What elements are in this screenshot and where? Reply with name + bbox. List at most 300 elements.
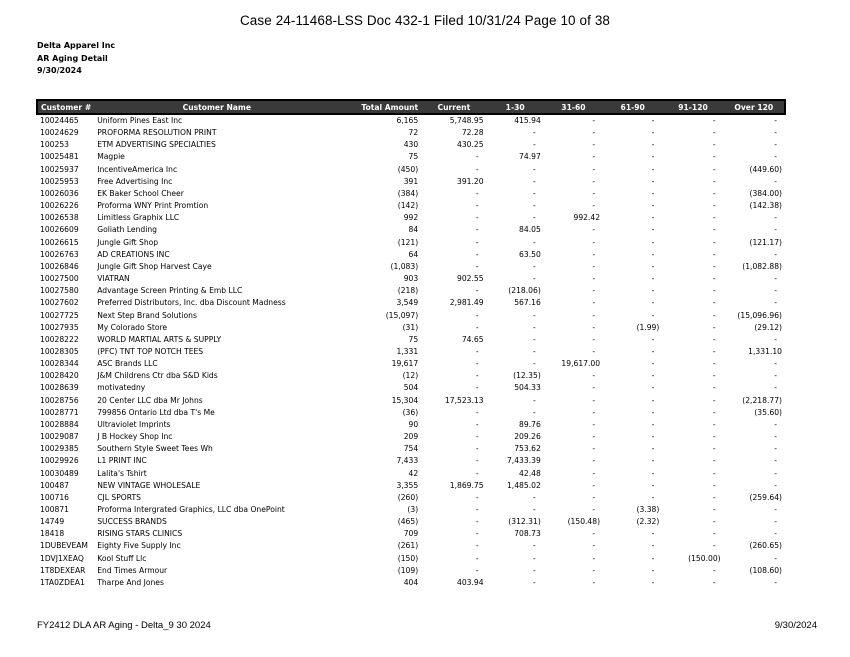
cell-61-90: - bbox=[651, 359, 655, 369]
cell-customer-number: 10024629 bbox=[40, 128, 79, 138]
cell-1-30: - bbox=[533, 176, 536, 186]
table-row bbox=[37, 346, 785, 358]
cell-current: - bbox=[475, 310, 479, 320]
cell-31-60: - bbox=[592, 371, 596, 381]
cell-91-120: - bbox=[712, 274, 716, 284]
cell-customer-number: 10027602 bbox=[40, 298, 79, 308]
cell-61-90: - bbox=[651, 249, 655, 259]
cell-91-120: - bbox=[712, 140, 716, 150]
cell-customer-number: 10029385 bbox=[40, 444, 79, 454]
cell-over-120: (449.60) bbox=[749, 164, 782, 174]
table-row bbox=[37, 370, 785, 382]
col-header-total-amount: Total Amount bbox=[339, 100, 421, 114]
cell-1-30: - bbox=[533, 213, 536, 223]
cell-total-amount: 84 bbox=[408, 225, 419, 235]
cell-total-amount: 754 bbox=[403, 444, 419, 454]
cell-61-90: - bbox=[651, 237, 655, 247]
cell-customer-number: 10028639 bbox=[40, 383, 79, 393]
cell-31-60: - bbox=[592, 140, 596, 150]
cell-customer-number: 1DUBEVEAM bbox=[40, 541, 88, 551]
cell-over-120: - bbox=[774, 225, 777, 235]
cell-61-90: - bbox=[651, 346, 655, 356]
cell-1-30: (218.06) bbox=[508, 286, 541, 296]
table-row bbox=[37, 419, 785, 431]
cell-1-30: 1,485.02 bbox=[506, 480, 541, 490]
cell-customer-number: 10029087 bbox=[40, 432, 79, 442]
cell-customer-name: Jungle Gift Shop bbox=[97, 237, 159, 247]
cell-customer-name: My Colorado Store bbox=[97, 322, 168, 332]
cell-1-30: - bbox=[533, 310, 536, 320]
cell-31-60: - bbox=[592, 176, 596, 186]
cell-customer-number: 10026846 bbox=[40, 261, 79, 271]
table-row bbox=[37, 431, 785, 443]
cell-1-30: 7,433.39 bbox=[506, 456, 541, 466]
table-row bbox=[37, 224, 785, 236]
cell-over-120: - bbox=[774, 359, 777, 369]
cell-1-30: - bbox=[533, 274, 536, 284]
table-row bbox=[37, 443, 785, 455]
cell-over-120: - bbox=[774, 432, 777, 442]
cell-current: - bbox=[475, 359, 479, 369]
cell-91-120: - bbox=[712, 456, 716, 466]
table-row bbox=[37, 492, 785, 504]
table-row bbox=[37, 565, 785, 577]
cell-total-amount: 992 bbox=[403, 213, 419, 223]
cell-31-60: (150.48) bbox=[567, 517, 601, 527]
cell-91-120: - bbox=[712, 334, 716, 344]
cell-customer-name: Southern Style Sweet Tees Wh bbox=[97, 444, 213, 454]
cell-1-30: - bbox=[533, 395, 536, 405]
cell-1-30: 74.97 bbox=[519, 152, 541, 162]
cell-1-30: 504.33 bbox=[514, 383, 541, 393]
cell-91-120: - bbox=[712, 371, 716, 381]
table-row bbox=[37, 188, 785, 200]
cell-91-120: - bbox=[712, 261, 716, 271]
cell-total-amount: (261) bbox=[397, 541, 419, 551]
cell-customer-name: Lalita's Tshirt bbox=[97, 468, 147, 478]
cell-total-amount: 430 bbox=[403, 140, 419, 150]
cell-customer-name: Uniform Pines East Inc bbox=[97, 116, 183, 125]
table-row bbox=[37, 139, 785, 151]
cell-91-120: - bbox=[712, 480, 716, 490]
cell-31-60: - bbox=[592, 577, 596, 587]
cell-customer-name: motivatedny bbox=[97, 383, 146, 393]
cell-customer-name: WORLD MARTIAL ARTS & SUPPLY bbox=[97, 334, 222, 344]
cell-customer-number: 10026615 bbox=[40, 237, 79, 247]
cell-customer-name: J&M Childrens Ctr dba S&D Kids bbox=[97, 371, 218, 381]
cell-61-90: - bbox=[651, 274, 655, 284]
table-row bbox=[37, 212, 785, 224]
cell-61-90: - bbox=[651, 310, 655, 320]
company-name: Delta Apparel Inc bbox=[37, 41, 116, 50]
ar-aging-table bbox=[36, 99, 786, 589]
cell-61-90: - bbox=[651, 383, 655, 393]
cell-1-30: - bbox=[533, 322, 536, 332]
cell-customer-number: 10025953 bbox=[40, 176, 79, 186]
cell-over-120: - bbox=[774, 456, 777, 466]
cell-61-90: - bbox=[651, 116, 655, 125]
cell-91-120: - bbox=[712, 444, 716, 454]
cell-31-60: - bbox=[592, 419, 596, 429]
footer-filename: FY2412 DLA AR Aging - Delta_9 30 2024 bbox=[37, 620, 211, 631]
cell-91-120: - bbox=[712, 395, 716, 405]
cell-customer-name: J B Hockey Shop Inc bbox=[97, 432, 173, 442]
cell-current: - bbox=[475, 249, 479, 259]
table-row bbox=[37, 164, 785, 176]
cell-1-30: 42.48 bbox=[519, 468, 541, 478]
cell-1-30: - bbox=[533, 164, 536, 174]
cell-31-60: - bbox=[592, 249, 596, 259]
cell-91-120: - bbox=[712, 225, 716, 235]
cell-over-120: - bbox=[774, 553, 777, 563]
cell-1-30: - bbox=[533, 188, 536, 198]
col-header-over-120: Over 120 bbox=[724, 100, 785, 114]
cell-91-120: - bbox=[712, 201, 716, 211]
cell-61-90: - bbox=[651, 188, 655, 198]
cell-61-90: - bbox=[651, 553, 655, 563]
table-row bbox=[37, 237, 785, 249]
table-row bbox=[37, 297, 785, 309]
cell-31-60: - bbox=[592, 116, 596, 125]
cell-91-120: - bbox=[712, 577, 716, 587]
cell-customer-number: 100487 bbox=[40, 480, 69, 490]
cell-91-120: - bbox=[712, 322, 716, 332]
cell-over-120: (260.65) bbox=[749, 541, 782, 551]
cell-61-90: - bbox=[651, 419, 655, 429]
cell-total-amount: 3,549 bbox=[396, 298, 419, 308]
cell-current: - bbox=[475, 383, 479, 393]
cell-current: - bbox=[475, 213, 479, 223]
cell-31-60: - bbox=[592, 395, 596, 405]
cell-1-30: - bbox=[533, 261, 536, 271]
table-row bbox=[37, 176, 785, 188]
cell-over-120: - bbox=[774, 298, 777, 308]
cell-over-120: - bbox=[774, 468, 777, 478]
cell-total-amount: 75 bbox=[408, 334, 419, 344]
cell-current: - bbox=[475, 201, 479, 211]
cell-91-120: - bbox=[712, 541, 716, 551]
cell-61-90: - bbox=[651, 225, 655, 235]
cell-current: - bbox=[475, 444, 479, 454]
cell-current: 17,523.13 bbox=[444, 395, 484, 405]
cell-total-amount: 391 bbox=[403, 176, 419, 186]
cell-customer-number: 10028420 bbox=[40, 371, 79, 381]
cell-31-60: - bbox=[592, 237, 596, 247]
cell-61-90: - bbox=[651, 492, 655, 502]
cell-total-amount: 6,165 bbox=[396, 116, 419, 125]
cell-1-30: - bbox=[533, 128, 536, 138]
cell-over-120: (15,096.96) bbox=[737, 310, 782, 320]
cell-over-120: - bbox=[774, 371, 777, 381]
cell-total-amount: 15,304 bbox=[391, 395, 419, 405]
cell-31-60: - bbox=[592, 444, 596, 454]
cell-91-120: - bbox=[712, 249, 716, 259]
table-row bbox=[37, 516, 785, 528]
cell-total-amount: (218) bbox=[397, 286, 419, 296]
cell-61-90: - bbox=[651, 444, 655, 454]
cell-total-amount: 7,433 bbox=[396, 456, 419, 466]
cell-total-amount: (12) bbox=[402, 371, 419, 381]
cell-61-90: (3.38) bbox=[636, 505, 660, 514]
cell-over-120: - bbox=[774, 444, 777, 454]
cell-over-120: - bbox=[774, 128, 777, 138]
cell-over-120: - bbox=[774, 286, 777, 296]
cell-61-90: - bbox=[651, 176, 655, 186]
cell-1-30: - bbox=[533, 346, 536, 356]
cell-1-30: 753.62 bbox=[514, 444, 541, 454]
cell-current: 1,869.75 bbox=[449, 480, 484, 490]
cell-91-120: - bbox=[712, 116, 716, 125]
cell-31-60: - bbox=[592, 225, 596, 235]
cell-91-120: - bbox=[712, 419, 716, 429]
cell-61-90: - bbox=[651, 395, 655, 405]
cell-current: - bbox=[475, 517, 479, 527]
cell-current: 5,748.95 bbox=[449, 116, 484, 125]
cell-customer-name: Next Step Brand Solutions bbox=[97, 310, 197, 320]
cell-61-90: - bbox=[651, 468, 655, 478]
cell-customer-number: 10028344 bbox=[40, 359, 79, 369]
cell-91-120: - bbox=[712, 176, 716, 186]
table-row bbox=[37, 468, 785, 480]
cell-total-amount: 404 bbox=[403, 577, 419, 587]
cell-31-60: - bbox=[592, 334, 596, 344]
cell-61-90: - bbox=[651, 529, 655, 539]
cell-customer-number: 10028756 bbox=[40, 395, 79, 405]
cell-31-60: - bbox=[592, 383, 596, 393]
cell-customer-name: EK Baker School Cheer bbox=[97, 188, 184, 198]
cell-91-120: - bbox=[712, 565, 716, 575]
cell-1-30: - bbox=[533, 201, 536, 211]
cell-61-90: - bbox=[651, 286, 655, 296]
col-header-current: Current bbox=[421, 100, 486, 114]
cell-current: 902.55 bbox=[457, 274, 484, 284]
cell-over-120: (259.64) bbox=[749, 492, 782, 502]
cell-over-120: - bbox=[774, 213, 777, 223]
cell-91-120: - bbox=[712, 383, 716, 393]
cell-61-90: - bbox=[651, 201, 655, 211]
cell-over-120: - bbox=[774, 517, 777, 527]
cell-customer-name: L1 PRINT INC bbox=[97, 456, 147, 466]
table-row bbox=[37, 322, 785, 334]
table-row bbox=[37, 540, 785, 552]
table-row bbox=[37, 334, 785, 346]
cell-customer-number: 10028771 bbox=[40, 407, 79, 417]
cell-current: - bbox=[475, 261, 479, 271]
cell-31-60: - bbox=[592, 565, 596, 575]
cell-customer-number: 100253 bbox=[40, 140, 69, 150]
cell-customer-number: 10028222 bbox=[40, 334, 79, 344]
cell-total-amount: (384) bbox=[397, 188, 419, 198]
cell-1-30: (12.35) bbox=[513, 371, 541, 381]
cell-customer-number: 10026609 bbox=[40, 225, 79, 235]
cell-customer-number: 1T8DEXEAR bbox=[40, 565, 86, 575]
cell-61-90: - bbox=[651, 334, 655, 344]
cell-customer-number: 10026538 bbox=[40, 213, 79, 223]
cell-91-120: - bbox=[712, 468, 716, 478]
cell-31-60: - bbox=[592, 529, 596, 539]
cell-customer-name: Preferred Distributors, Inc. dba Discount Madness bbox=[97, 298, 286, 308]
cell-customer-name: Ultraviolet Imprints bbox=[97, 419, 171, 429]
table-header-row bbox=[37, 100, 785, 114]
cell-customer-name: End Times Armour bbox=[97, 565, 168, 575]
cell-current: - bbox=[475, 565, 479, 575]
cell-customer-number: 10026036 bbox=[40, 188, 79, 198]
cell-31-60: - bbox=[592, 128, 596, 138]
cell-91-120: - bbox=[712, 517, 716, 527]
cell-over-120: - bbox=[774, 577, 777, 587]
table-row bbox=[37, 114, 785, 127]
cell-over-120: - bbox=[774, 249, 777, 259]
cell-current: - bbox=[475, 419, 479, 429]
cell-current: - bbox=[475, 164, 479, 174]
cell-customer-name: Free Advertising Inc bbox=[97, 176, 173, 186]
cell-31-60: - bbox=[592, 261, 596, 271]
cell-1-30: - bbox=[533, 553, 536, 563]
cell-customer-name: (PFC) TNT TOP NOTCH TEES bbox=[97, 346, 204, 356]
cell-current: - bbox=[475, 468, 479, 478]
cell-customer-name: AD CREATIONS INC bbox=[97, 249, 170, 259]
cell-customer-number: 10030489 bbox=[40, 468, 79, 478]
cell-customer-name: Tharpe And Jones bbox=[97, 577, 164, 587]
cell-total-amount: 19,617 bbox=[391, 359, 419, 369]
cell-current: - bbox=[475, 529, 479, 539]
table-row bbox=[37, 504, 785, 516]
cell-current: - bbox=[475, 286, 479, 296]
cell-31-60: - bbox=[592, 274, 596, 284]
cell-current: - bbox=[475, 371, 479, 381]
cell-current: - bbox=[475, 237, 479, 247]
cell-customer-number: 10028305 bbox=[40, 346, 79, 356]
cell-customer-name: Goliath Lending bbox=[97, 225, 157, 235]
cell-customer-number: 1TA0ZDEA1 bbox=[40, 577, 85, 587]
cell-61-90: - bbox=[651, 213, 655, 223]
cell-customer-name: ETM ADVERTISING SPECIALTIES bbox=[97, 140, 216, 150]
cell-customer-name: Proforma WNY Print Promtion bbox=[97, 201, 209, 211]
cell-91-120: - bbox=[712, 407, 716, 417]
cell-31-60: - bbox=[592, 456, 596, 466]
cell-61-90: - bbox=[651, 541, 655, 551]
cell-current: - bbox=[475, 505, 479, 514]
cell-91-120: - bbox=[712, 432, 716, 442]
cell-91-120: - bbox=[712, 213, 716, 223]
cell-31-60: - bbox=[592, 541, 596, 551]
cell-31-60: - bbox=[592, 152, 596, 162]
cell-customer-number: 10025481 bbox=[40, 152, 79, 162]
table-row bbox=[37, 358, 785, 370]
cell-customer-number: 14749 bbox=[40, 517, 65, 527]
cell-customer-number: 10027500 bbox=[40, 274, 79, 284]
cell-over-120: - bbox=[774, 529, 777, 539]
cell-current: - bbox=[475, 541, 479, 551]
cell-customer-name: Proforma Intergrated Graphics, LLC dba OnePoint bbox=[97, 505, 285, 514]
cell-customer-name: IncentiveAmerica Inc bbox=[97, 164, 178, 174]
cell-current: 403.94 bbox=[457, 577, 484, 587]
cell-customer-number: 10029926 bbox=[40, 456, 79, 466]
cell-1-30: (312.31) bbox=[508, 517, 541, 527]
cell-61-90: - bbox=[651, 261, 655, 271]
cell-1-30: 708.73 bbox=[514, 529, 541, 539]
cell-61-90: - bbox=[651, 480, 655, 490]
cell-61-90: - bbox=[651, 577, 655, 587]
cell-91-120: - bbox=[712, 164, 716, 174]
cell-61-90: - bbox=[651, 432, 655, 442]
cell-61-90: - bbox=[651, 371, 655, 381]
cell-customer-number: 10028884 bbox=[40, 419, 79, 429]
cell-total-amount: 90 bbox=[408, 419, 419, 429]
cell-current: 391.20 bbox=[457, 176, 484, 186]
cell-total-amount: (142) bbox=[397, 201, 419, 211]
cell-31-60: - bbox=[592, 432, 596, 442]
cell-total-amount: 42 bbox=[408, 468, 419, 478]
cell-current: - bbox=[475, 456, 479, 466]
cell-total-amount: (109) bbox=[397, 565, 419, 575]
cell-31-60: - bbox=[592, 164, 596, 174]
table-row bbox=[37, 455, 785, 467]
cell-customer-name: Jungle Gift Shop Harvest Caye bbox=[97, 261, 212, 271]
col-header-31-60: 31-60 bbox=[544, 100, 603, 114]
cell-91-120: - bbox=[712, 188, 716, 198]
cell-total-amount: 72 bbox=[408, 128, 419, 138]
cell-91-120: - bbox=[712, 298, 716, 308]
cell-customer-name: ASC Brands LLC bbox=[97, 359, 158, 369]
cell-over-120: (2,218.77) bbox=[742, 395, 782, 405]
cell-customer-name: 20 Center LLC dba Mr Johns bbox=[97, 395, 203, 405]
cell-current: - bbox=[475, 225, 479, 235]
cell-61-90: (1.99) bbox=[636, 322, 660, 332]
cell-31-60: - bbox=[592, 298, 596, 308]
cell-91-120: - bbox=[712, 505, 716, 514]
cell-over-120: - bbox=[774, 152, 777, 162]
cell-91-120: - bbox=[712, 359, 716, 369]
cell-current: 430.25 bbox=[457, 140, 484, 150]
cell-91-120: - bbox=[712, 492, 716, 502]
cell-over-120: (121.17) bbox=[749, 237, 782, 247]
cell-customer-name: PROFORMA RESOLUTION PRINT bbox=[97, 128, 217, 138]
cell-1-30: - bbox=[533, 140, 536, 150]
cell-customer-number: 10027580 bbox=[40, 286, 79, 296]
cell-total-amount: 903 bbox=[403, 274, 419, 284]
table-row bbox=[37, 285, 785, 297]
cell-current: 74.65 bbox=[461, 334, 484, 344]
cell-customer-number: 18418 bbox=[40, 529, 65, 539]
cell-1-30: 89.76 bbox=[519, 419, 541, 429]
cell-current: - bbox=[475, 407, 479, 417]
cell-over-120: (1,082.88) bbox=[742, 261, 782, 271]
cell-61-90: - bbox=[651, 140, 655, 150]
cell-over-120: - bbox=[774, 383, 777, 393]
cell-over-120: - bbox=[774, 480, 777, 490]
cell-31-60: - bbox=[592, 286, 596, 296]
company-block bbox=[37, 40, 115, 78]
cell-total-amount: (36) bbox=[402, 407, 419, 417]
cell-31-60: - bbox=[592, 310, 596, 320]
cell-over-120: - bbox=[774, 505, 777, 514]
cell-1-30: 209.26 bbox=[514, 432, 541, 442]
table-row bbox=[37, 395, 785, 407]
table-row bbox=[37, 407, 785, 419]
cell-total-amount: 504 bbox=[403, 383, 419, 393]
footer-date: 9/30/2024 bbox=[774, 620, 817, 631]
cell-1-30: - bbox=[533, 505, 536, 514]
cell-customer-name: NEW VINTAGE WHOLESALE bbox=[97, 480, 201, 490]
cell-total-amount: (31) bbox=[402, 322, 419, 332]
cell-current: - bbox=[475, 152, 479, 162]
cell-31-60: - bbox=[592, 492, 596, 502]
cell-over-120: - bbox=[774, 176, 777, 186]
cell-1-30: - bbox=[533, 407, 536, 417]
cell-customer-number: 10025937 bbox=[40, 164, 79, 174]
cell-31-60: 992.42 bbox=[573, 213, 601, 223]
